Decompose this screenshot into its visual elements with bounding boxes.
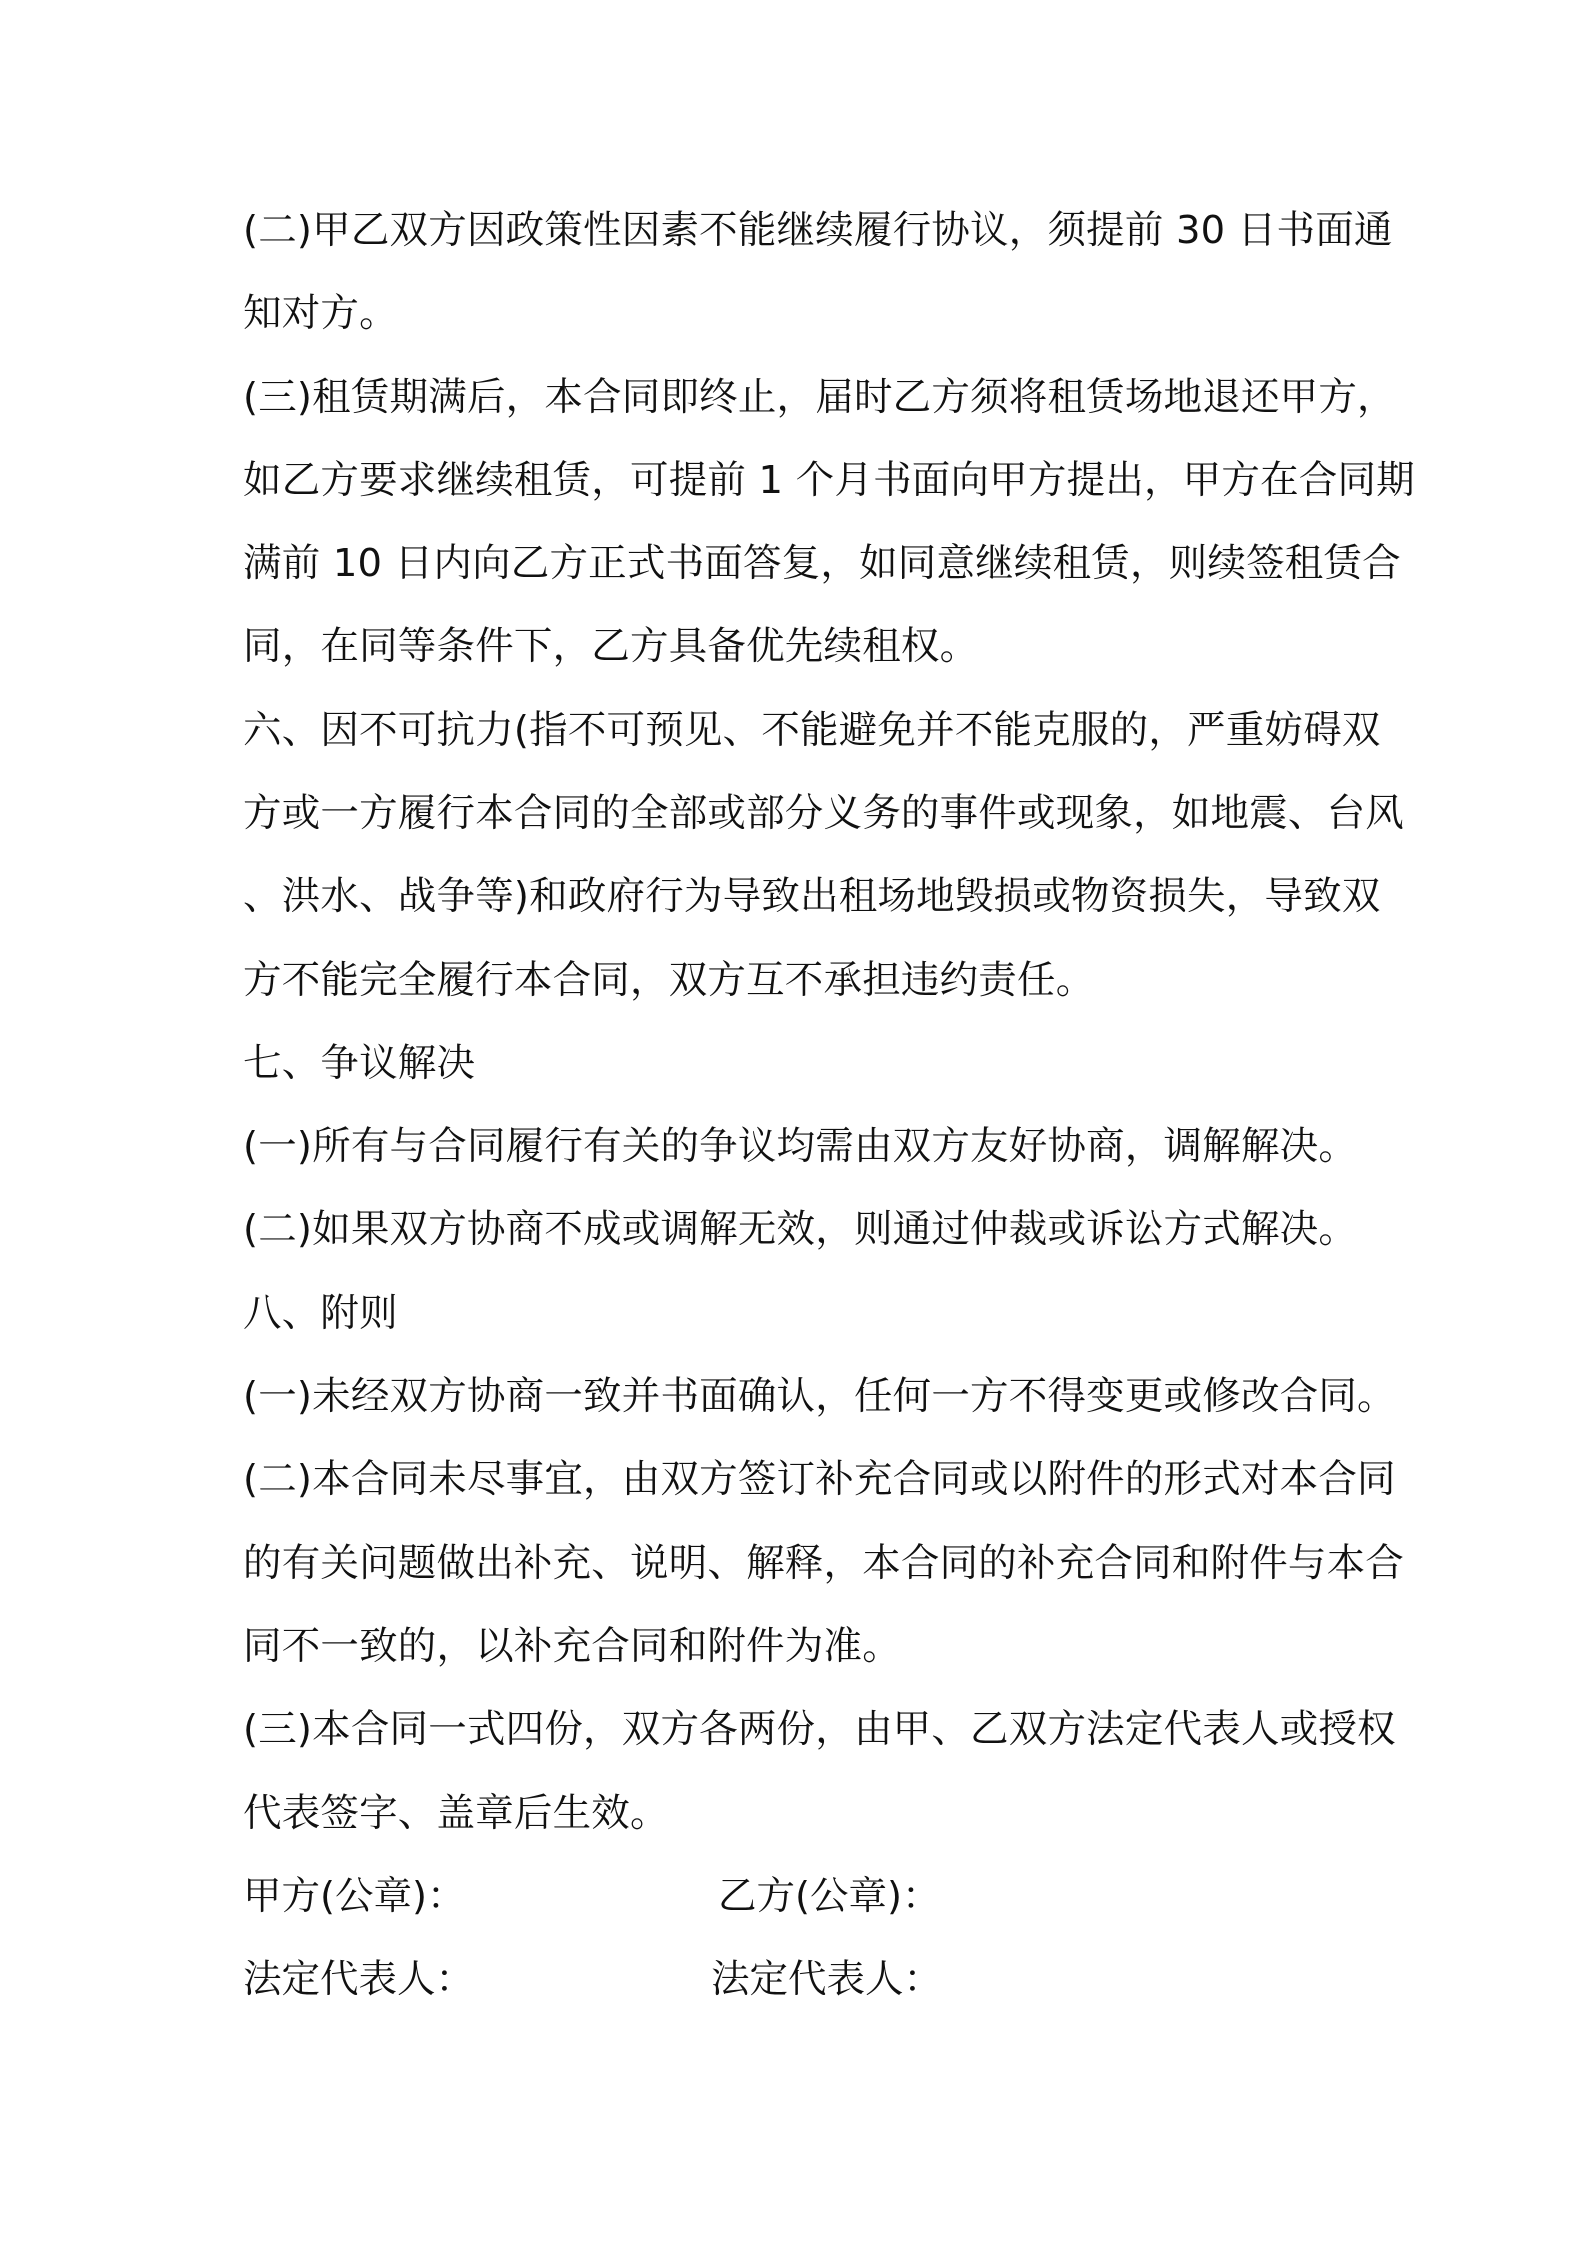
text-line: 同不一致的，以补充合同和附件为准。 (243, 1624, 901, 1669)
text-line: (三)本合同一式四份，双方各两份，由甲、乙双方法定代表人或授权 (243, 1707, 1396, 1752)
text-line: (一)未经双方协商一致并书面确认，任何一方不得变更或修改合同。 (243, 1374, 1396, 1419)
text-line: 六、因不可抗力(指不可预见、不能避免并不能克服的，严重妨碍双 (243, 708, 1381, 753)
text-line: (二)如果双方协商不成或调解无效，则通过仲裁或诉讼方式解决。 (243, 1207, 1358, 1252)
section-heading: 七、争议解决 (243, 1041, 476, 1086)
text-line: (三)租赁期满后，本合同即终止，届时乙方须将租赁场地退还甲方， (243, 375, 1396, 420)
party-a-rep-label: 法定代表人： (243, 1957, 475, 2002)
text-line: 同，在同等条件下，乙方具备优先续租权。 (243, 624, 979, 669)
text-line: 满前 10 日内向乙方正式书面答复，如同意继续租赁，则续签租赁合 (243, 541, 1401, 586)
text-line: (二)本合同未尽事宜，由双方签订补充合同或以附件的形式对本合同 (243, 1457, 1396, 1502)
party-a-seal-label: 甲方(公章)： (243, 1874, 466, 1919)
party-b-seal-label: 乙方(公章)： (718, 1874, 941, 1919)
text-line: 知对方。 (243, 291, 398, 336)
text-line: 的有关问题做出补充、说明、解释，本合同的补充合同和附件与本合 (243, 1541, 1405, 1586)
text-line: 代表签字、盖章后生效。 (243, 1791, 669, 1836)
text-line: (一)所有与合同履行有关的争议均需由双方友好协商，调解解决。 (243, 1124, 1358, 1169)
section-heading: 八、附则 (243, 1291, 398, 1336)
text-line: 方不能完全履行本合同，双方互不承担违约责任。 (243, 958, 1095, 1003)
text-line: 如乙方要求继续租赁，可提前 1 个月书面向甲方提出，甲方在合同期 (243, 458, 1415, 503)
text-line: 方或一方履行本合同的全部或部分义务的事件或现象，如地震、台风 (243, 791, 1405, 836)
text-line: 、洪水、战争等)和政府行为导致出租场地毁损或物资损失，导致双 (243, 874, 1381, 919)
text-line: (二)甲乙双方因政策性因素不能继续履行协议，须提前 30 日书面通 (243, 208, 1393, 253)
party-b-rep-label: 法定代表人： (711, 1957, 943, 2002)
